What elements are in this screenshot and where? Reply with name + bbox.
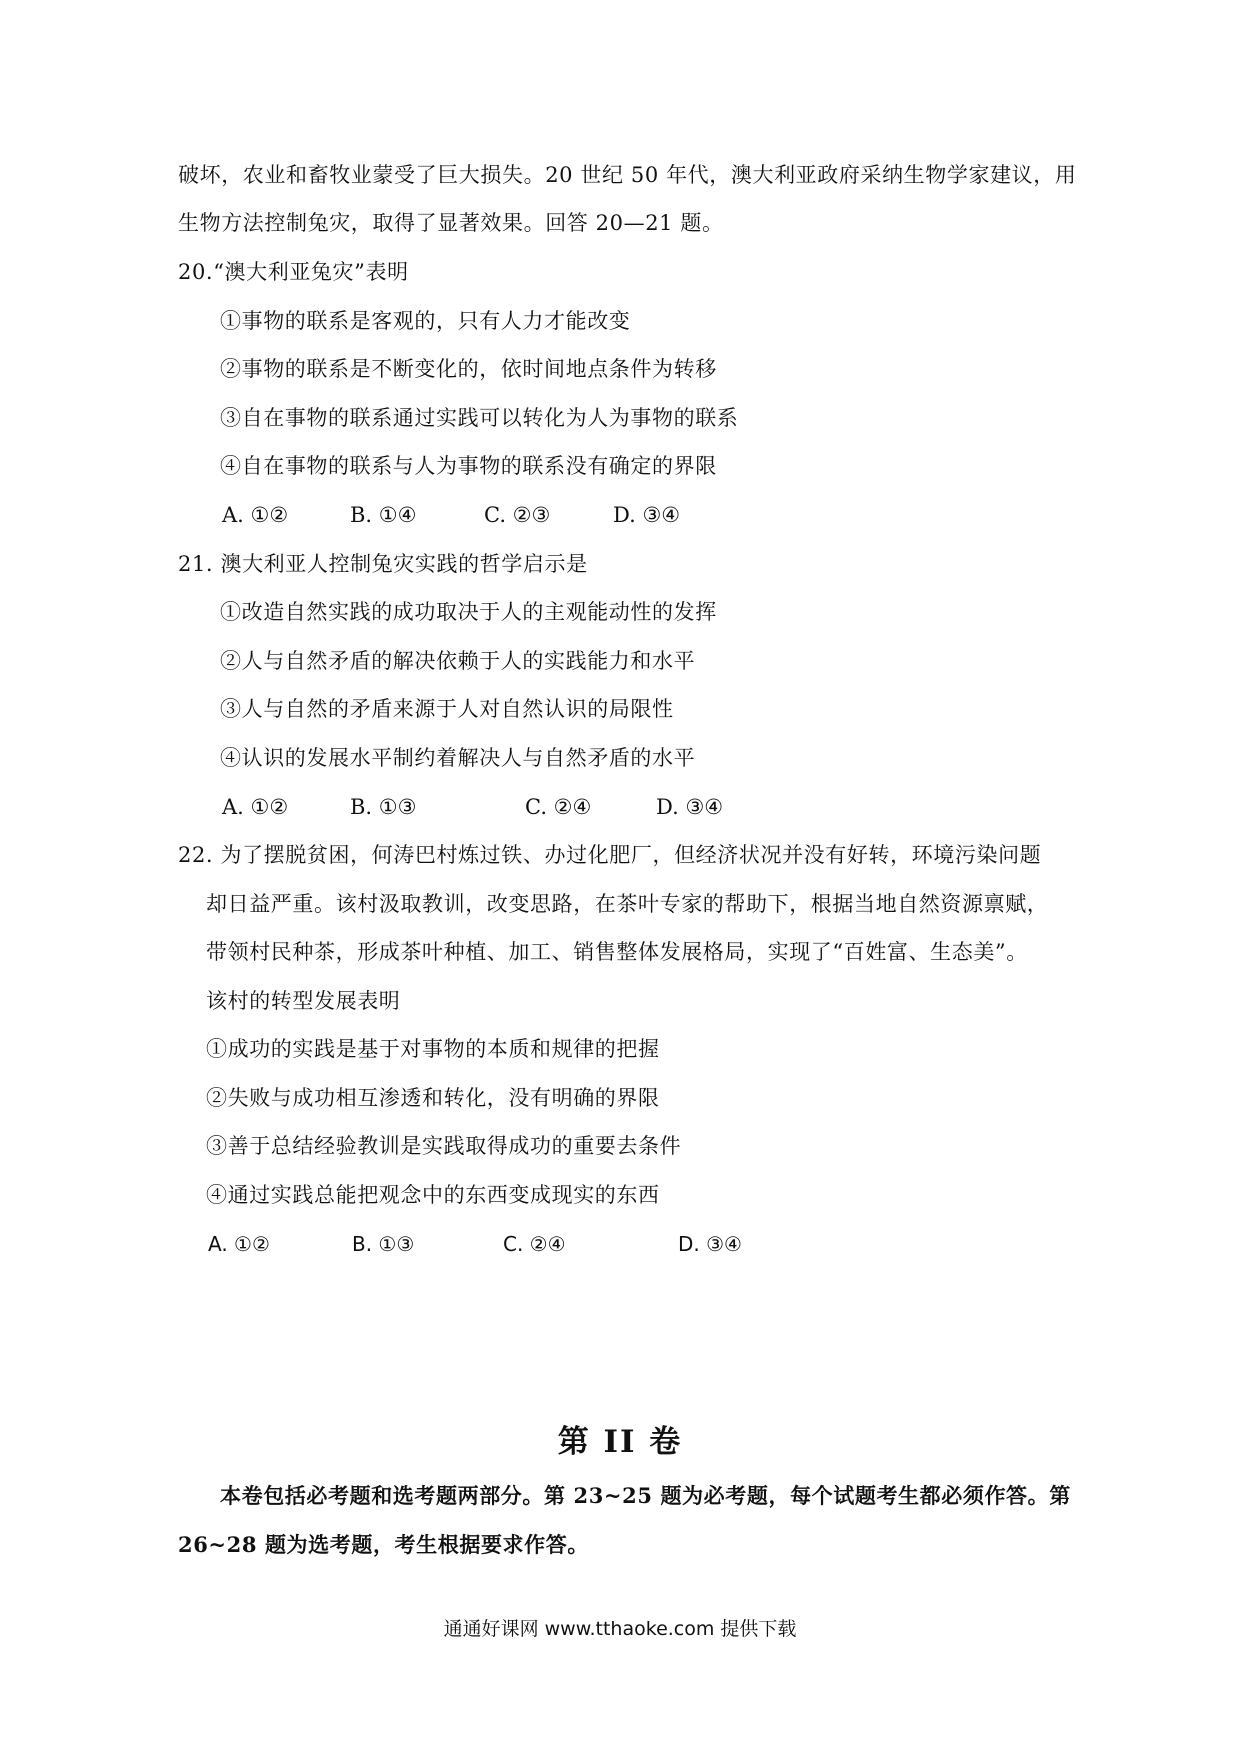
q21-statement-2: ②人与自然矛盾的解决依赖于人的实践能力和水平 [220,649,696,673]
q21-option-d: D. ③④ [656,795,724,819]
q22-option-a: A. ①② [208,1232,270,1256]
page-footer: 通通好课网 www.tthaoke.com 提供下载 [443,1618,797,1640]
q20-option-b: B. ①④ [350,503,417,527]
q21-statement-4: ④认识的发展水平制约着解决人与自然矛盾的水平 [220,746,696,770]
section-2-title: 第 II 卷 [557,1424,683,1460]
q22-option-c: C. ②④ [503,1232,566,1256]
q21-option-c: C. ②④ [525,795,592,819]
section-2-instructions-line-1: 本卷包括必考题和选考题两部分。第 23~25 题为必考题，每个试题考生都必须作答。第 [220,1483,1071,1508]
q22-statement-3: ③善于总结经验教训是实践取得成功的重要去条件 [206,1134,682,1158]
q22-stem-line-1: 22. 为了摆脱贫困，何涛巴村炼过铁、办过化肥厂，但经济状况并没有好转，环境污染问题 [178,843,1042,867]
q20-statement-4: ④自在事物的联系与人为事物的联系没有确定的界限 [220,454,717,478]
q22-statement-1: ①成功的实践是基于对事物的本质和规律的把握 [206,1037,660,1061]
intro-line-1: 破坏，农业和畜牧业蒙受了巨大损失。20 世纪 50 年代，澳大利亚政府采纳生物学家建议，用 [178,163,1077,187]
q22-stem-line-3: 带领村民种茶，形成茶叶种植、加工、销售整体发展格局，实现了“百姓富、生态美”。 [206,940,1028,964]
q20-option-a: A. ①② [222,503,289,527]
q20-statement-1: ①事物的联系是客观的，只有人力才能改变 [220,309,631,333]
q21-stem: 21. 澳大利亚人控制兔灾实践的哲学启示是 [178,552,588,576]
q20-statement-2: ②事物的联系是不断变化的，依时间地点条件为转移 [220,357,717,381]
q20-statement-3: ③自在事物的联系通过实践可以转化为人为事物的联系 [220,406,739,430]
section-2-instructions-line-2: 26~28 题为选考题，考生根据要求作答。 [178,1532,589,1557]
q22-stem-line-4: 该村的转型发展表明 [206,989,401,1013]
q22-option-d: D. ③④ [678,1232,742,1256]
q22-statement-4: ④通过实践总能把观念中的东西变成现实的东西 [206,1183,660,1207]
q21-option-a: A. ①② [222,795,289,819]
q21-statement-1: ①改造自然实践的成功取决于人的主观能动性的发挥 [220,600,717,624]
q22-stem-line-2: 却日益严重。该村汲取教训，改变思路，在茶叶专家的帮助下，根据当地自然资源禀赋， [206,892,1049,916]
intro-line-2: 生物方法控制兔灾，取得了显著效果。回答 20—21 题。 [178,211,724,235]
q20-option-d: D. ③④ [613,503,681,527]
q21-statement-3: ③人与自然的矛盾来源于人对自然认识的局限性 [220,697,674,721]
q22-statement-2: ②失败与成功相互渗透和转化，没有明确的界限 [206,1086,660,1110]
q20-stem: 20.“澳大利亚兔灾”表明 [178,260,409,284]
q21-option-b: B. ①③ [350,795,417,819]
q22-option-b: B. ①③ [352,1232,415,1256]
q20-option-c: C. ②③ [484,503,551,527]
